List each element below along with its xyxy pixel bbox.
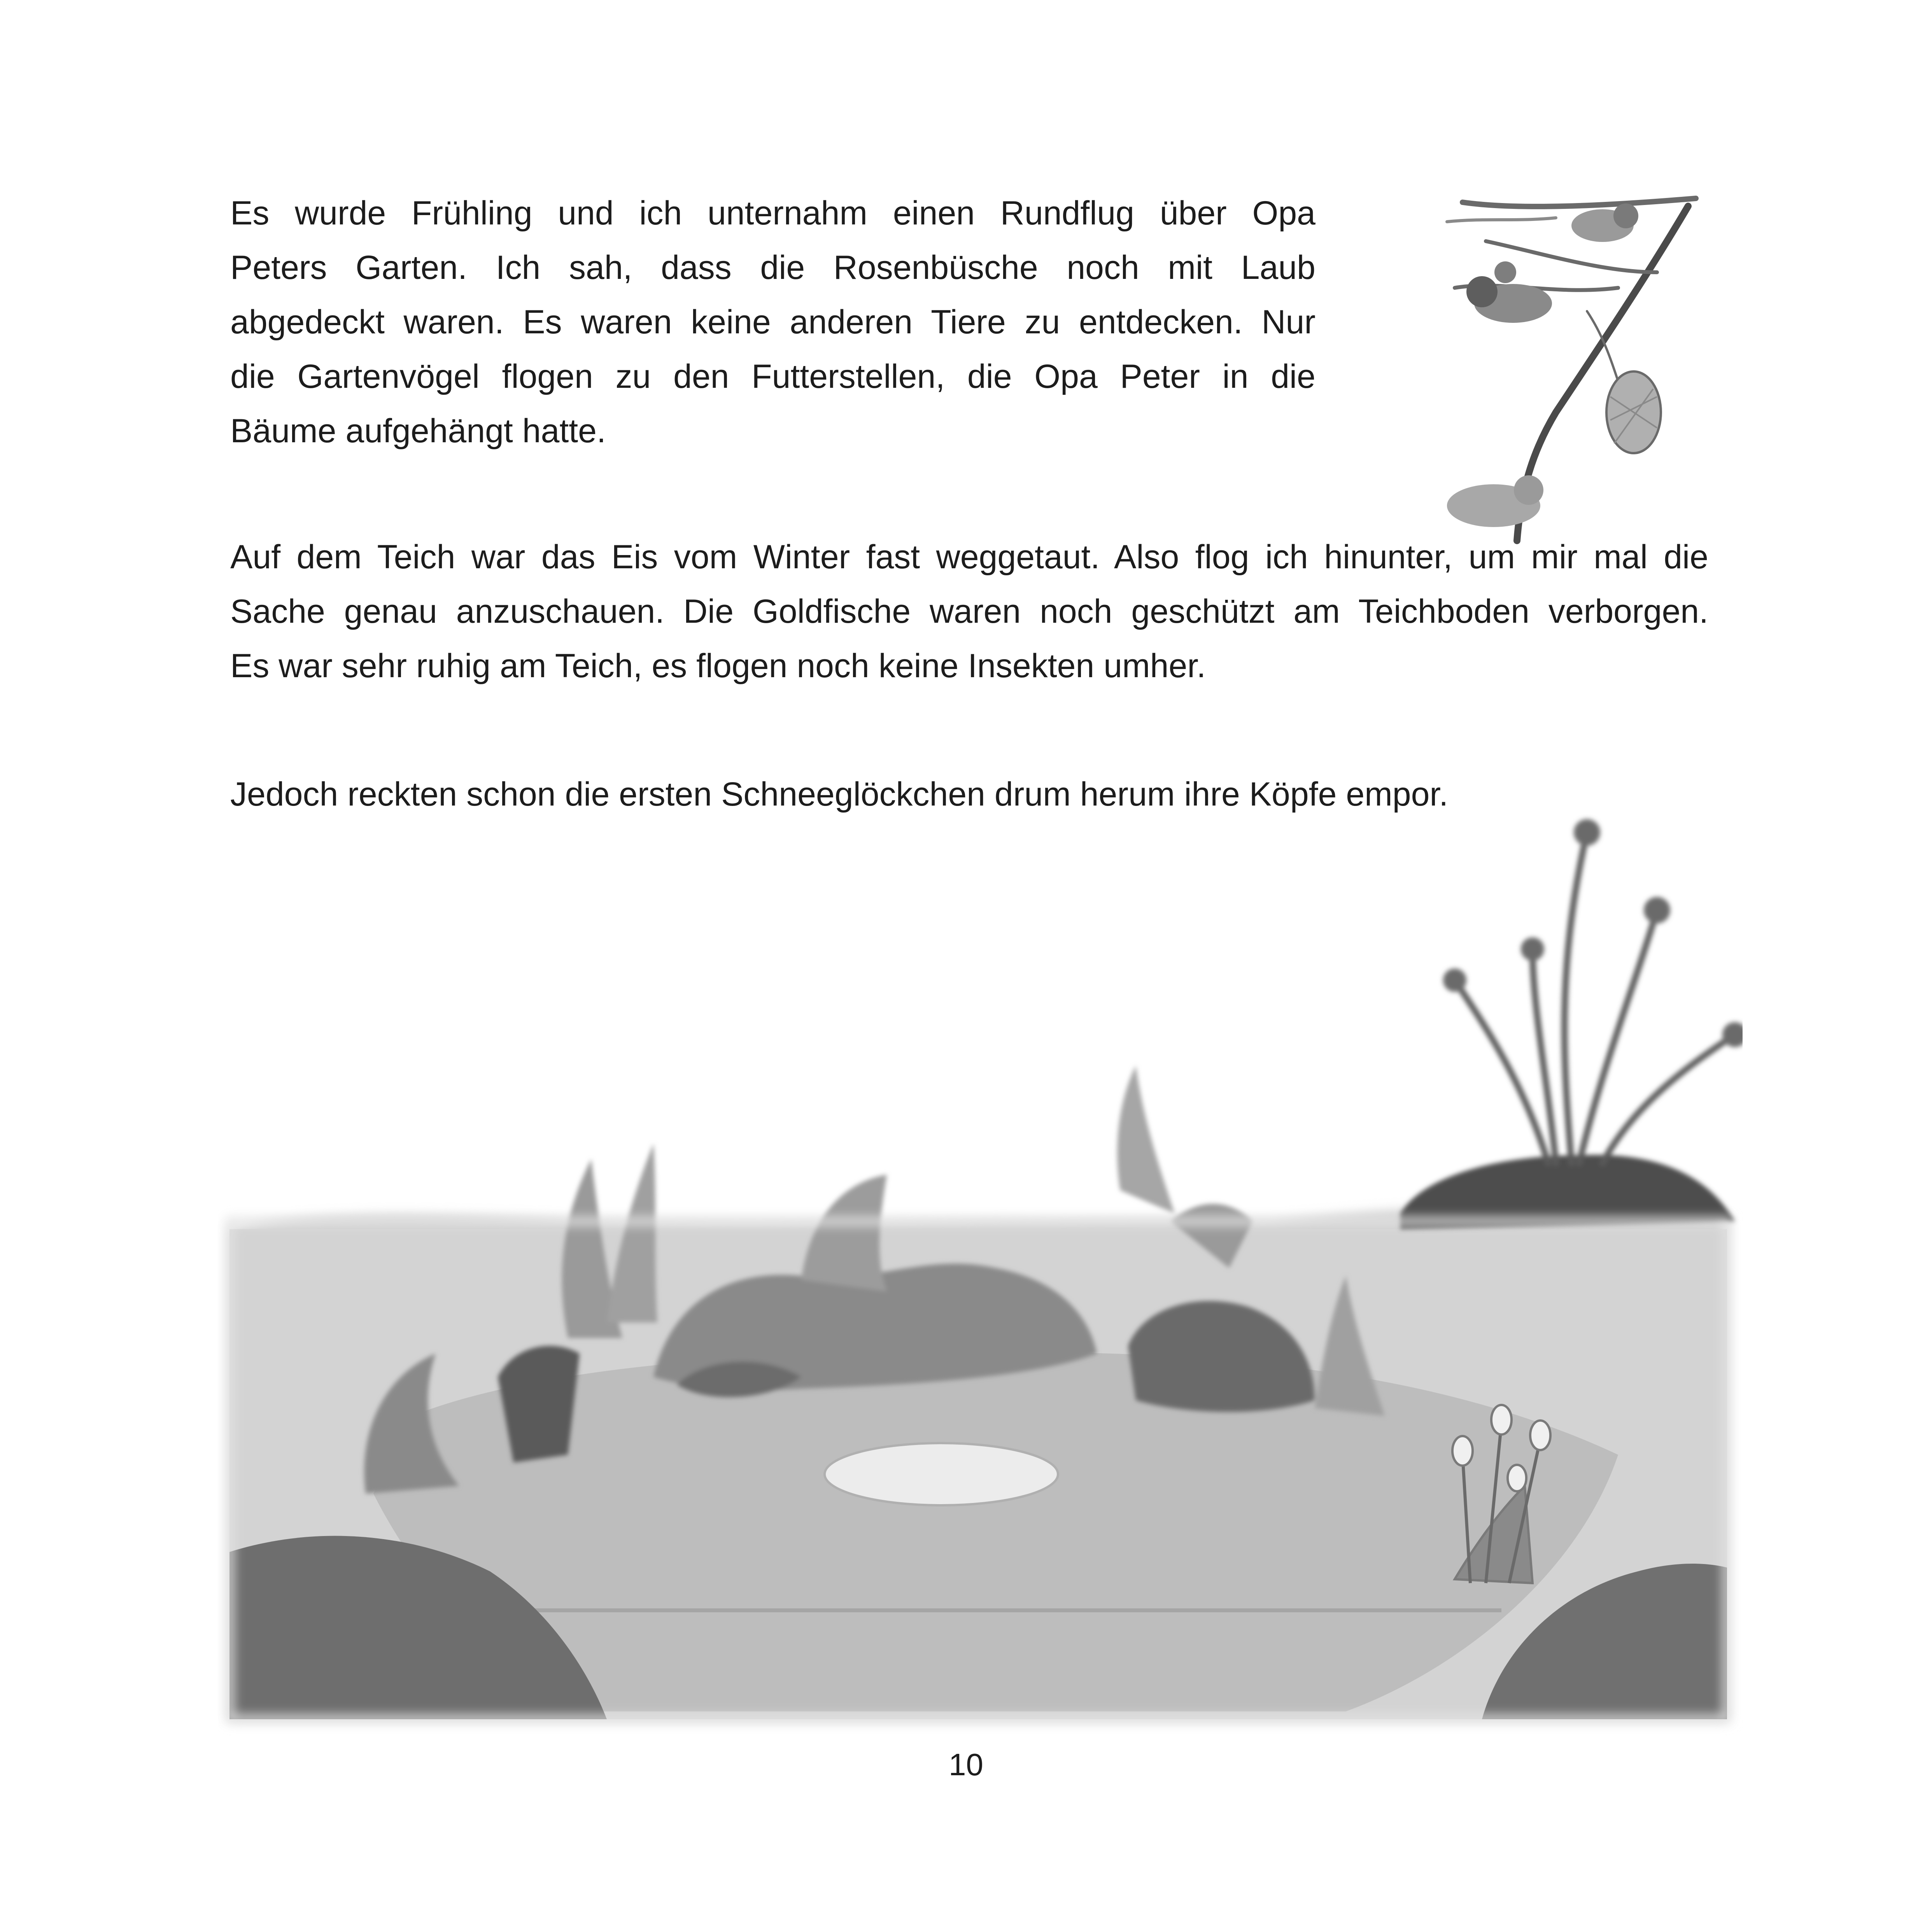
paragraph-2-line-2: Sache genau anzuschauen. Die Goldfische waren noch geschützt am Teichboden verborgen. (230, 593, 1708, 630)
paragraph-2-line-3: Es war sehr ruhig am Teich, es flogen noch keine Insekten umher. (230, 647, 1206, 685)
paragraph-2-line-1: Auf dem Teich war das Eis vom Winter fast weggetaut. Also flog ich hinunter, um mir mal die (230, 538, 1708, 576)
paragraph-1-line-4: die Gartenvögel flogen zu den Futterstellen, die Opa Peter in die (230, 358, 1315, 395)
paragraph-1 (230, 186, 1315, 458)
paragraph-1-line-2: Peters Garten. Ich sah, dass die Rosenbüsche noch mit Laub (230, 249, 1315, 286)
paragraph-1-line-3: abgedeckt waren. Es waren keine anderen Tiere zu entdecken. Nur (230, 303, 1315, 341)
floating-ice-floe (825, 1443, 1058, 1505)
page-number: 10 (949, 1747, 983, 1782)
paragraph-3-line-1: Jedoch reckten schon die ersten Schneeglöckchen drum herum ihre Köpfe empor. (230, 776, 1449, 813)
rose-bush (1400, 819, 1743, 1229)
paragraph-1-line-5: Bäume aufgehängt hatte. (230, 412, 606, 450)
paragraph-1-line-1: Es wurde Frühling und ich unternahm einen Rundflug über Opa (230, 194, 1315, 232)
pond-illustration (218, 716, 1743, 1743)
paragraph-2 (230, 530, 1708, 693)
bird-feeder-illustration (1439, 194, 1704, 545)
